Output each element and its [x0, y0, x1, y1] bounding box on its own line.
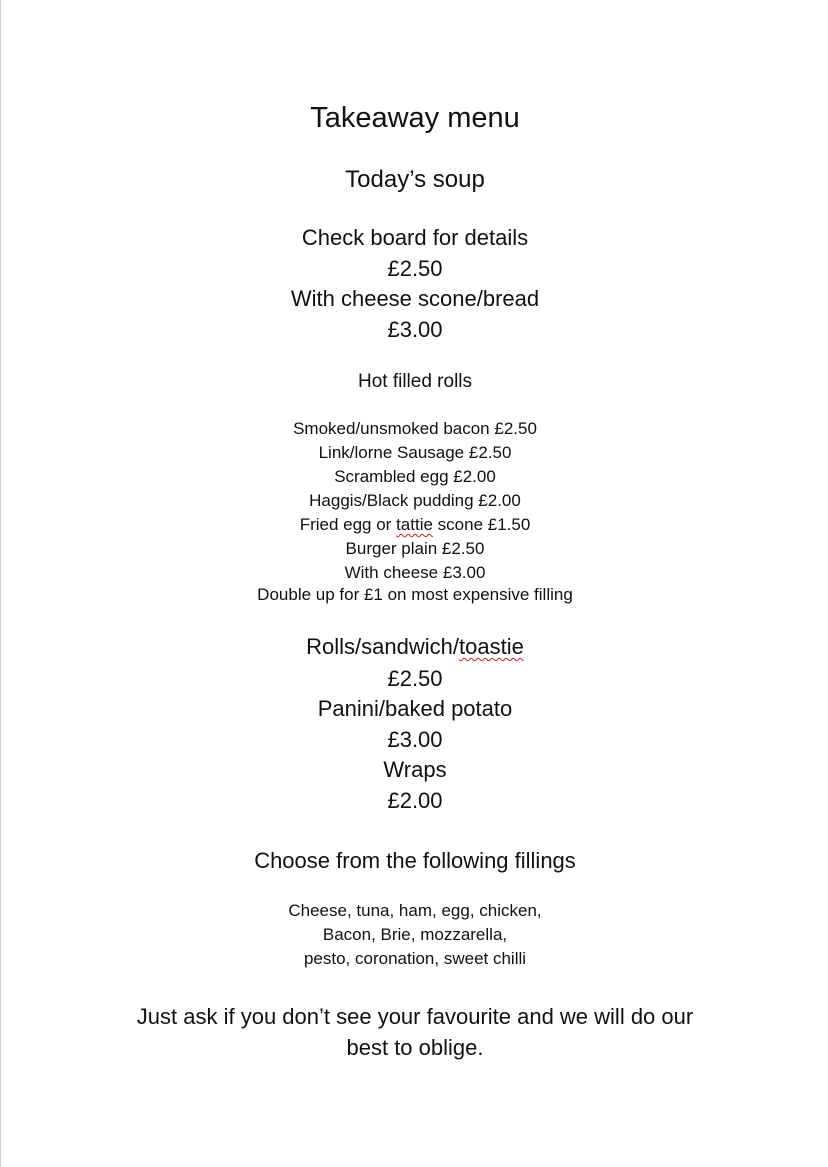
rolls-text: Rolls/sandwich/ — [306, 634, 459, 659]
soup-heading: Today’s soup — [345, 166, 485, 193]
spellcheck-word: tattie — [396, 515, 433, 534]
page-title: Takeaway menu — [310, 102, 520, 134]
wraps-heading: Wraps — [383, 757, 447, 782]
soup-with-scone-price: £3.00 — [387, 317, 443, 342]
soup-details: Check board for details — [301, 225, 529, 250]
fried-egg-text: Fried egg or — [299, 515, 397, 534]
rolls-sandwich-heading — [1, 634, 828, 660]
fried-egg-price: scone £1.50 — [432, 515, 531, 534]
hot-roll-item: Scrambled egg £2.00 — [334, 467, 496, 486]
hot-rolls-heading: Hot filled rolls — [357, 371, 473, 392]
fillings-heading: Choose from the following fillings — [254, 848, 576, 873]
soup-with-scone: With cheese scone/bread — [290, 286, 540, 311]
spellcheck-word: toastie — [459, 634, 524, 659]
hot-roll-item: Burger plain £2.50 — [345, 539, 485, 558]
fillings-line: Bacon, Brie, mozzarella, — [322, 925, 508, 944]
hot-roll-item: Link/lorne Sausage £2.50 — [318, 443, 512, 462]
panini-heading: Panini/baked potato — [317, 696, 513, 721]
panini-price: £3.00 — [387, 727, 443, 752]
hot-roll-item: Haggis/Black pudding £2.00 — [309, 491, 521, 510]
rolls-price: £2.50 — [387, 666, 443, 691]
hot-roll-item: Smoked/unsmoked bacon £2.50 — [293, 419, 537, 438]
hot-roll-item: With cheese £3.00 — [344, 563, 486, 582]
fillings-line: pesto, coronation, sweet chilli — [303, 949, 527, 968]
closing-line: best to oblige. — [346, 1035, 484, 1060]
closing-line: Just ask if you don’t see your favourite and we will do our — [136, 1004, 694, 1029]
wraps-price: £2.00 — [387, 788, 443, 813]
fillings-line: Cheese, tuna, ham, egg, chicken, — [288, 901, 542, 920]
soup-price: £2.50 — [387, 256, 443, 281]
double-up-note: Double up for £1 on most expensive filling — [257, 585, 573, 604]
hot-roll-item-fried-egg — [1, 515, 828, 535]
